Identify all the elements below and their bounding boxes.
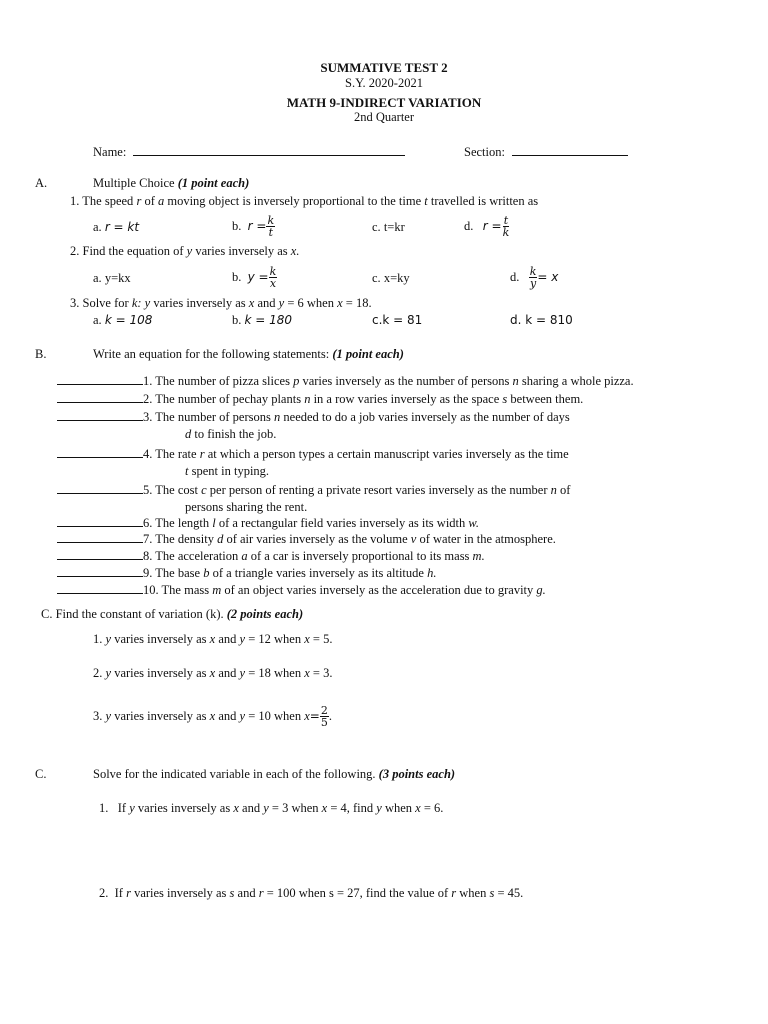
statement-v1: d bbox=[217, 532, 224, 546]
part-b-item bbox=[57, 582, 546, 598]
part-c2-heading: Solve for the indicated variable in each of the following. (3 points each) bbox=[93, 767, 456, 781]
statement-text: to finish the job. bbox=[194, 427, 277, 441]
statement-c: between them. bbox=[510, 392, 584, 406]
statement-v2: n bbox=[550, 483, 557, 497]
part-b-item-continuation bbox=[185, 464, 269, 479]
part-b-item bbox=[57, 482, 570, 498]
statement-v2: v bbox=[410, 532, 417, 546]
statement-b: of a triangle varies inversely as its altitude bbox=[212, 566, 424, 580]
school-year: S.Y. 2020-2021 bbox=[345, 76, 423, 90]
statement-v1: b bbox=[203, 566, 210, 580]
statement-b: of an object varies inversely as the acceleration due to gravity bbox=[224, 583, 534, 597]
statement-a: The base bbox=[155, 566, 201, 580]
statement-a: The length bbox=[155, 516, 210, 530]
statement-n: 8. bbox=[143, 549, 153, 563]
answer-blank[interactable] bbox=[57, 582, 143, 594]
part-b-item bbox=[57, 409, 570, 425]
statement-a: The acceleration bbox=[155, 549, 239, 563]
test-title: SUMMATIVE TEST 2 bbox=[320, 60, 448, 75]
statement-b: per person of renting a private resort varies inversely as the number bbox=[209, 483, 548, 497]
statement-v1: n bbox=[304, 392, 311, 406]
choice-a3-a[interactable]: a. k = 108 bbox=[93, 313, 153, 327]
statement-n: 6. bbox=[143, 516, 153, 530]
question-a2: 2. Find the equation of y varies inversely as x. bbox=[70, 244, 300, 258]
statement-n: 1. bbox=[143, 374, 153, 388]
part-b-item bbox=[57, 446, 569, 462]
section-row bbox=[464, 143, 628, 160]
answer-blank[interactable] bbox=[57, 531, 143, 543]
answer-blank[interactable] bbox=[57, 373, 143, 385]
statement-b: of a rectangular field varies inversely as its width bbox=[218, 516, 466, 530]
choice-a2-a[interactable]: a. y=kx bbox=[93, 270, 131, 285]
statement-a: The number of pechay plants bbox=[155, 392, 302, 406]
answer-blank[interactable] bbox=[57, 548, 143, 560]
quarter-label: 2nd Quarter bbox=[353, 110, 415, 124]
question-c2-1: 1. If y varies inversely as x and y = 3 when x = 4, find y when x = 6. bbox=[99, 801, 444, 815]
subject-title: MATH 9-INDIRECT VARIATION bbox=[286, 95, 482, 110]
statement-v2: m. bbox=[472, 549, 485, 563]
choice-a2-c[interactable]: c. x=ky bbox=[372, 270, 410, 285]
question-c1-2: 2. y varies inversely as x and y = 18 when x = 3. bbox=[93, 666, 333, 680]
question-c1-3: 3. y varies inversely as x and y = 10 when x = $\frac{2}{5}$ . bbox=[93, 703, 332, 729]
statement-variable: d bbox=[185, 427, 192, 441]
choice-a3-b[interactable]: b. k = 180 bbox=[232, 313, 293, 327]
part-c1-heading: C. Find the constant of variation (k). (2 points each) bbox=[41, 607, 304, 621]
statement-c: of water in the atmosphere. bbox=[419, 532, 556, 546]
part-c2-letter: C. bbox=[35, 767, 47, 781]
statement-n: 4. bbox=[143, 447, 153, 461]
statement-v2: w. bbox=[468, 516, 479, 530]
statement-b: in a row varies inversely as the space bbox=[313, 392, 500, 406]
statement-v1: n bbox=[274, 410, 281, 424]
statement-b: at which a person types a certain manuscript varies inversely as the time bbox=[207, 447, 569, 461]
choice-a1-d[interactable]: d. r = $\frac{t}{k}$ bbox=[464, 213, 510, 239]
part-b-item bbox=[57, 391, 583, 407]
statement-a: The number of pizza slices bbox=[155, 374, 290, 388]
part-b-item bbox=[57, 515, 479, 531]
statement-n: 9. bbox=[143, 566, 153, 580]
statement-n: 2. bbox=[143, 392, 153, 406]
part-a-points: (1 point each) bbox=[177, 176, 250, 190]
statement-v2: n bbox=[512, 374, 519, 388]
choice-a3-d[interactable]: d. k = 810 bbox=[510, 313, 573, 327]
answer-blank[interactable] bbox=[57, 482, 143, 494]
statement-a: The number of persons bbox=[155, 410, 271, 424]
question-c2-2: 2. If r varies inversely as s and r = 100 when s = 27, find the value of r when s = 45. bbox=[99, 886, 524, 900]
answer-blank[interactable] bbox=[57, 409, 143, 421]
choice-a1-c[interactable]: c. t=kr bbox=[372, 219, 405, 234]
section-field[interactable] bbox=[512, 143, 628, 156]
choice-a3-c[interactable]: c.k = 81 bbox=[372, 313, 423, 327]
statement-v1: a bbox=[241, 549, 248, 563]
statement-c: of bbox=[560, 483, 571, 497]
part-b-item bbox=[57, 531, 556, 547]
part-b-heading: Write an equation for the following statements: (1 point each) bbox=[93, 347, 404, 361]
statement-c: sharing a whole pizza. bbox=[521, 374, 634, 388]
statement-n: 5. bbox=[143, 483, 153, 497]
statement-v2: g. bbox=[536, 583, 546, 597]
part-b-item bbox=[57, 548, 485, 564]
statement-text: spent in typing. bbox=[191, 464, 270, 478]
statement-n: 10. bbox=[143, 583, 159, 597]
statement-v2: h. bbox=[427, 566, 437, 580]
choice-a1-a[interactable]: a. r = kt bbox=[93, 219, 140, 234]
question-c1-1: 1. y varies inversely as x and y = 12 when x = 5. bbox=[93, 632, 333, 646]
answer-blank[interactable] bbox=[57, 391, 143, 403]
statement-b: of air varies inversely as the volume bbox=[226, 532, 408, 546]
statement-b: varies inversely as the number of persons bbox=[302, 374, 510, 388]
part-a-letter: A. bbox=[35, 176, 48, 190]
statement-v1: l bbox=[212, 516, 216, 530]
statement-a: The mass bbox=[161, 583, 210, 597]
part-b-item bbox=[57, 373, 634, 389]
statement-v1: p bbox=[293, 374, 300, 388]
statement-a: The rate bbox=[155, 447, 197, 461]
question-a1: 1. The speed r of a moving object is inversely proportional to the time t travelled is written as bbox=[70, 194, 539, 208]
statement-v1: r bbox=[199, 447, 205, 461]
name-label: Name: bbox=[93, 145, 127, 159]
choice-a2-d[interactable]: d. $\frac{k}{y}$ = x bbox=[510, 264, 559, 290]
choice-a2-b[interactable]: b. y = $\frac{k}{x}$ bbox=[232, 264, 277, 290]
part-b-item-continuation bbox=[185, 427, 276, 442]
part-b-letter: B. bbox=[35, 347, 47, 361]
statement-n: 3. bbox=[143, 410, 153, 424]
section-label: Section: bbox=[464, 145, 505, 159]
part-b-item bbox=[57, 565, 436, 581]
statement-a: The density bbox=[155, 532, 214, 546]
question-a3: 3. Solve for k: y varies inversely as x and y = 6 when x = 18. bbox=[70, 296, 372, 310]
choice-a1-b[interactable]: b. r = $\frac{k}{t}$ bbox=[232, 213, 275, 239]
statement-v1: c bbox=[201, 483, 207, 497]
statement-b: needed to do a job varies inversely as the number of days bbox=[283, 410, 570, 424]
answer-blank[interactable] bbox=[57, 515, 143, 527]
part-a-heading bbox=[93, 176, 249, 191]
name-field[interactable] bbox=[133, 143, 405, 156]
statement-n: 7. bbox=[143, 532, 153, 546]
statement-a: The cost bbox=[155, 483, 198, 497]
statement-text: persons sharing the rent. bbox=[185, 500, 308, 514]
name-row bbox=[93, 143, 405, 160]
statement-v1: m bbox=[212, 583, 222, 597]
statement-variable: t bbox=[185, 464, 189, 478]
part-a-title: Multiple Choice bbox=[93, 176, 175, 190]
answer-blank[interactable] bbox=[57, 565, 143, 577]
statement-v2: s bbox=[502, 392, 508, 406]
statement-b: of a car is inversely proportional to its mass bbox=[250, 549, 470, 563]
answer-blank[interactable] bbox=[57, 446, 143, 458]
part-b-item-continuation bbox=[185, 500, 307, 515]
